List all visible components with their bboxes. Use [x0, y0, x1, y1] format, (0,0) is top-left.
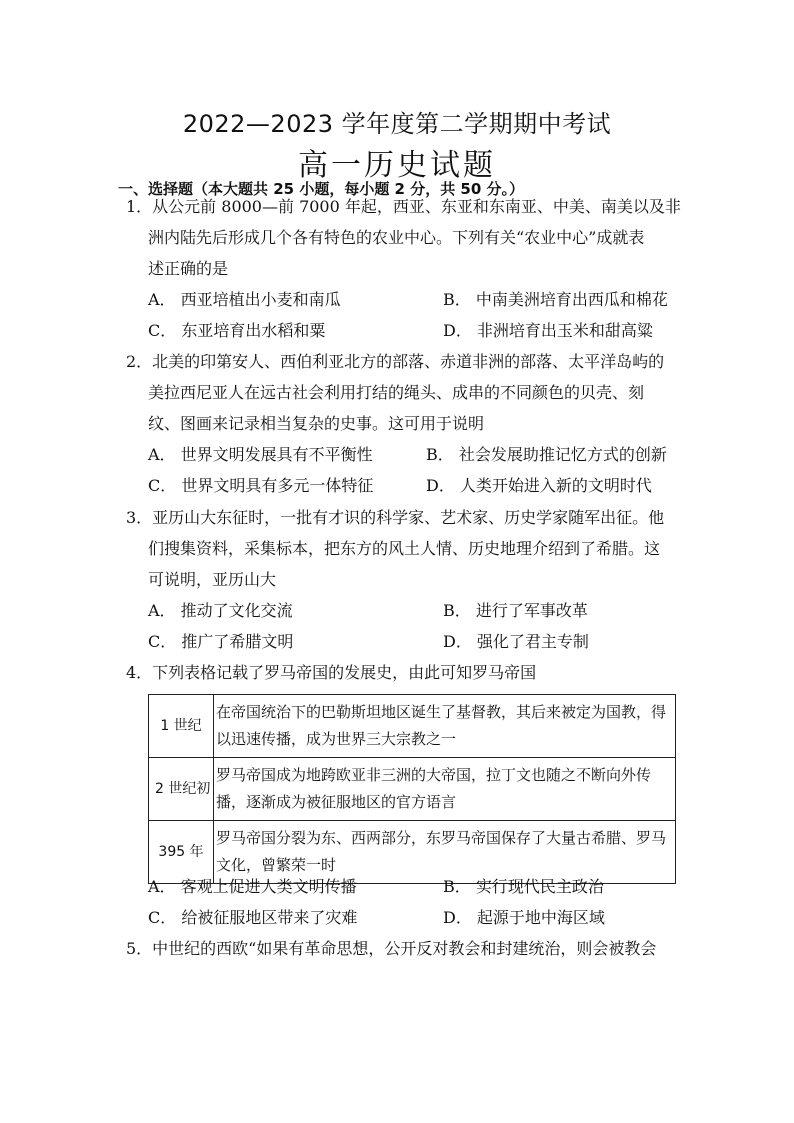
- table-cell-description: 罗马帝国成为地跨欧亚非三洲的大帝国，拉丁文也随之不断向外传播，逐渐成为被征服地区的官方语言: [214, 758, 676, 821]
- question-1-option-c[interactable]: C． 东亚培育出水稻和粟: [148, 321, 326, 340]
- table-cell-description: 在帝国统治下的巴勒斯坦地区诞生了基督教，其后来被定为国教，得以迅速传播，成为世界三大宗教之一: [214, 695, 676, 758]
- table-cell-description: 罗马帝国分裂为东、西两部分，东罗马帝国保存了大量古希腊、罗马文化，曾繁荣一时: [214, 821, 676, 884]
- exam-subtitle: 高一历史试题: [298, 148, 496, 183]
- table-cell-period: 395 年: [149, 821, 214, 884]
- question-3-line-3: 可说明，亚历山大: [148, 570, 277, 589]
- question-4-option-b[interactable]: B． 实行现代民主政治: [443, 877, 604, 896]
- question-3-line-2: 们搜集资料，采集标本，把东方的风土人情、历史地理介绍到了希腊。这: [148, 539, 661, 558]
- question-1-option-d[interactable]: D． 非洲培育出玉米和甜高粱: [443, 321, 653, 340]
- section-heading: 一、选择题（本大题共 25 小题，每小题 2 分，共 50 分。）: [118, 180, 525, 198]
- question-1-line-3: 述正确的是: [148, 259, 229, 278]
- question-5-line-1: 5．中世纪的西欧“如果有革命思想，公开反对教会和封建统治，则会被教会: [126, 939, 657, 958]
- question-3-line-1: 3．亚历山大东征时，一批有才识的科学家、艺术家、历史学家随军出征。他: [126, 508, 665, 527]
- question-1-line-1: 1．从公元前 8000—前 7000 年起，西亚、东亚和东南亚、中美、南美以及非: [126, 197, 681, 216]
- question-4-option-d[interactable]: D． 起源于地中海区域: [443, 908, 605, 927]
- question-4-option-a[interactable]: A． 客观上促进人类文明传播: [148, 877, 357, 896]
- table-cell-period: 2 世纪初: [149, 758, 214, 821]
- question-1-option-b[interactable]: B． 中南美洲培育出西瓜和棉花: [443, 290, 668, 309]
- question-3-option-b[interactable]: B． 进行了军事改革: [443, 601, 588, 620]
- roman-empire-table: [148, 694, 676, 884]
- table-row: [149, 821, 676, 884]
- question-2-option-b[interactable]: B． 社会发展助推记忆方式的创新: [426, 445, 667, 464]
- question-2-option-d[interactable]: D． 人类开始进入新的文明时代: [426, 476, 652, 495]
- question-1-line-2: 洲内陆先后形成几个各有特色的农业中心。下列有关“农业中心”成就表: [148, 228, 645, 247]
- question-2-line-2: 美拉西尼亚人在远古社会利用打结的绳头、成串的不同颜色的贝壳、刻: [148, 383, 645, 402]
- question-1-option-a[interactable]: A． 西亚培植出小麦和南瓜: [148, 290, 341, 309]
- exam-title: 2022—2023 学年度第二学期期中考试: [182, 110, 612, 138]
- table-row: [149, 695, 676, 758]
- question-2-option-a[interactable]: A． 世界文明发展具有不平衡性: [148, 445, 373, 464]
- question-4-option-c[interactable]: C． 给被征服地区带来了灾难: [148, 908, 358, 927]
- table-cell-period: 1 世纪: [149, 695, 214, 758]
- table-row: [149, 758, 676, 821]
- question-2-line-1: 2．北美的印第安人、西伯利亚北方的部落、赤道非洲的部落、太平洋岛屿的: [126, 352, 665, 371]
- question-3-option-c[interactable]: C． 推广了希腊文明: [148, 632, 294, 651]
- question-3-option-d[interactable]: D． 强化了君主专制: [443, 632, 589, 651]
- question-2-option-c[interactable]: C． 世界文明具有多元一体特征: [148, 476, 374, 495]
- question-3-option-a[interactable]: A． 推动了文化交流: [148, 601, 293, 620]
- question-2-line-3: 纹、图画来记录相当复杂的史事。这可用于说明: [148, 414, 485, 433]
- question-4-line-1: 4．下列表格记载了罗马帝国的发展史，由此可知罗马帝国: [126, 663, 537, 682]
